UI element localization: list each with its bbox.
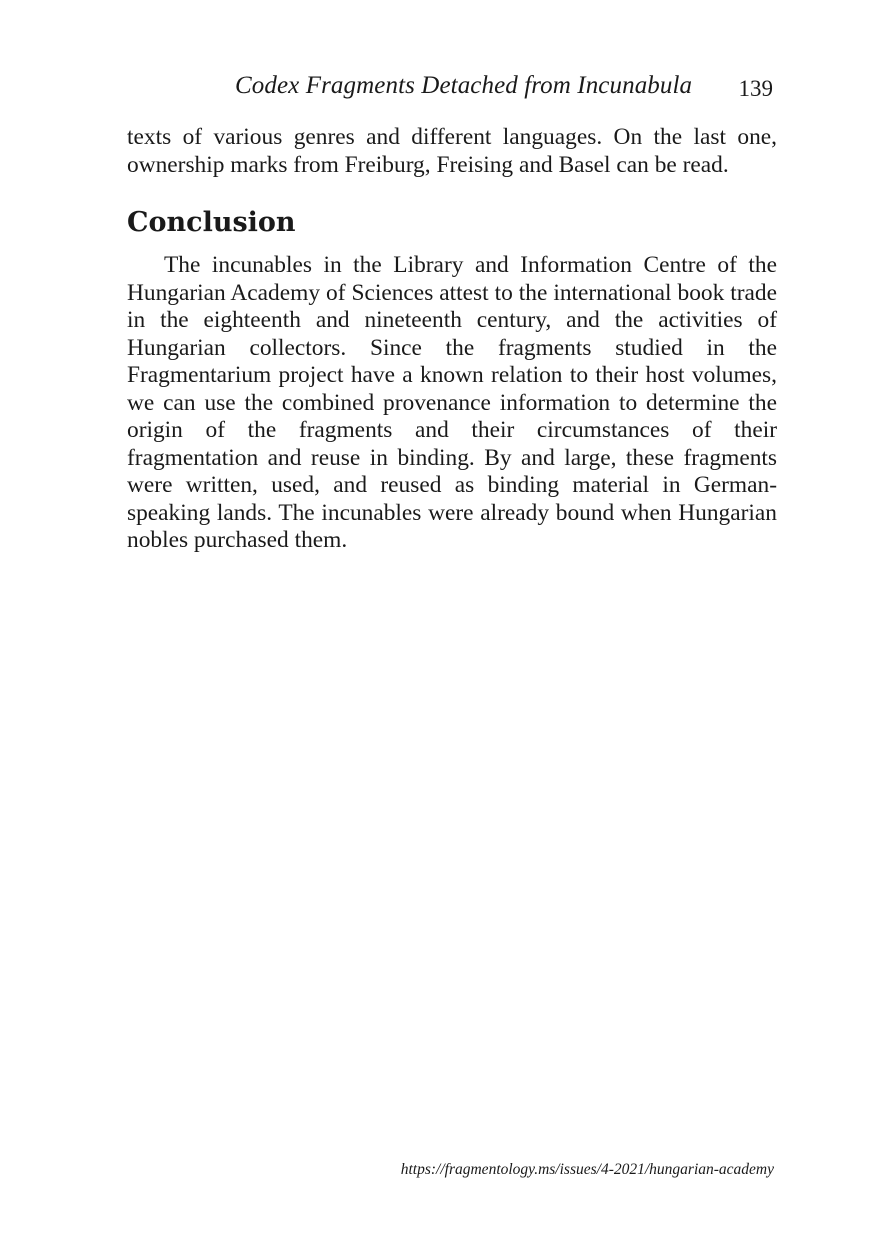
conclusion-paragraph: The incunables in the Library and Information Centre of the Hungarian Academy of Sciences attest to the international book trade in the eighteenth and nineteenth century, and the activities of Hungarian collectors. Since the fragments studied in the Fragmentarium project have a known relation to their host volumes, we can use the combined provenance information to determine the origin of the fragments and their circumstances of their fragmentation and reuse in binding. By and large, these fragments were written, used, and reused as binding material in German-speaking lands. The incunables were already bound when Hungarian nobles purchased them. [127, 252, 777, 553]
running-title: Codex Fragments Detached from Incunabula [235, 72, 693, 99]
footer-url-link[interactable]: https://fragmentology.ms/issues/4-2021/hungarian-academy [400, 1161, 774, 1178]
continued-paragraph: texts of various genres and different languages. On the last one, ownership marks from Freiburg, Freising and Basel can be read. [127, 124, 777, 178]
page-number: 139 [738, 76, 773, 101]
running-head [127, 68, 777, 104]
section-heading: Conclusion [127, 207, 296, 238]
